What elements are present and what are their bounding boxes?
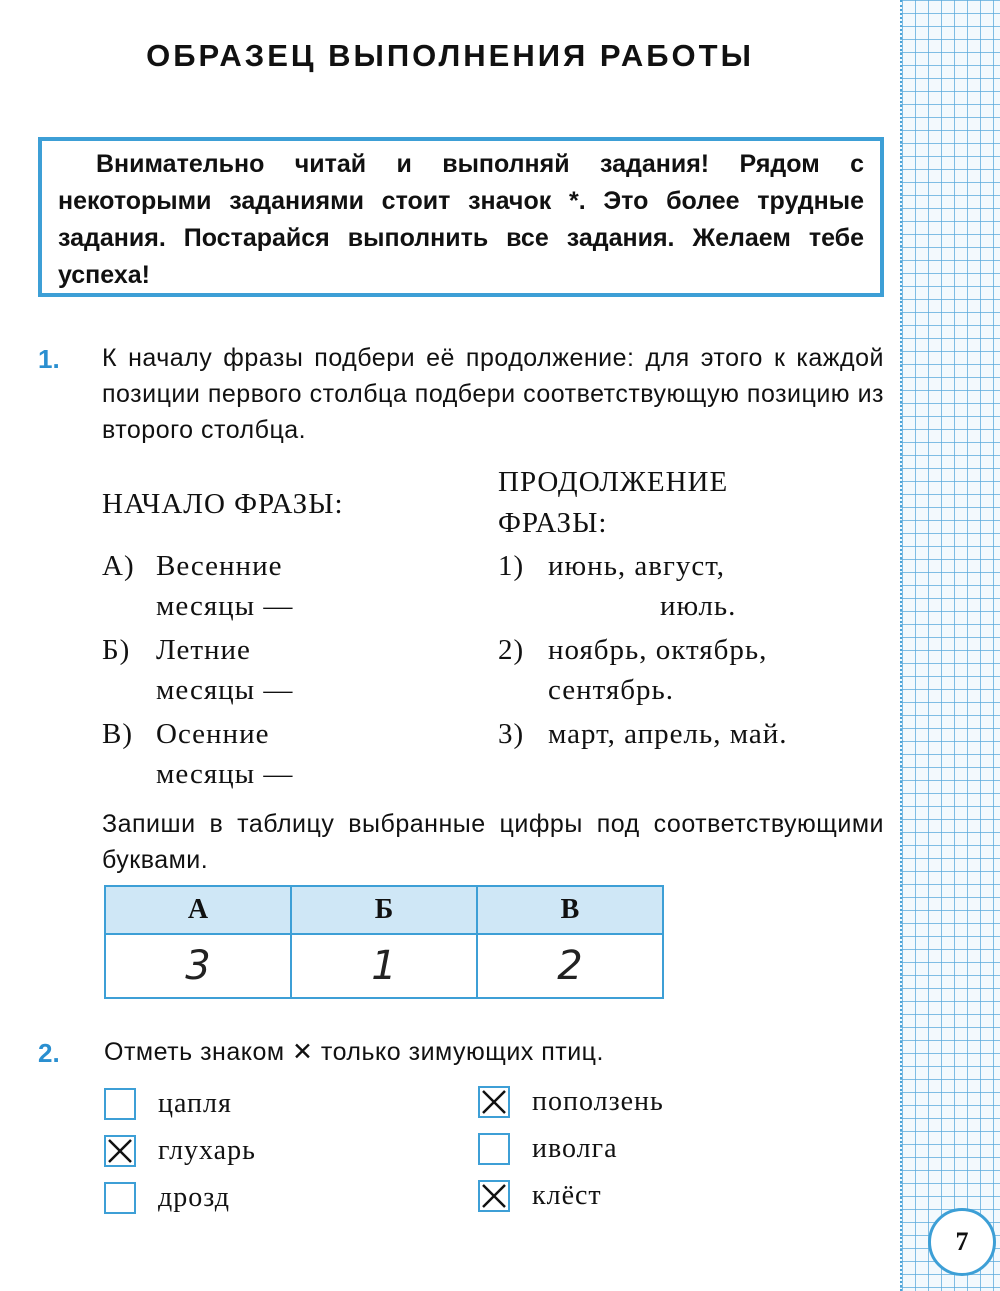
table-header-row [105, 886, 663, 934]
checkbox[interactable] [104, 1182, 136, 1214]
checkbox[interactable] [104, 1135, 136, 1167]
column-2-header-line2: ФРАЗЫ: [498, 507, 608, 539]
checkbox[interactable] [478, 1180, 510, 1212]
start-c-label: В) [102, 718, 133, 750]
start-a-line2: месяцы — [156, 590, 294, 622]
start-c-line2: месяцы — [156, 758, 294, 790]
page-title: ОБРАЗЕЦ ВЫПОЛНЕНИЯ РАБОТЫ [146, 38, 754, 73]
bird-label: цапля [158, 1088, 232, 1119]
page-number: 7 [928, 1208, 996, 1276]
graph-paper-margin [900, 0, 1000, 1291]
bird-label: дрозд [158, 1182, 231, 1213]
ending-1-line2: июль. [660, 590, 737, 622]
checkbox[interactable] [478, 1086, 510, 1118]
ending-1-label: 1) [498, 550, 525, 582]
start-a-label: А) [102, 550, 135, 582]
table-header-cell: Б [291, 886, 477, 934]
bird-label: поползень [532, 1086, 664, 1117]
cross-mark-icon [480, 1182, 508, 1210]
task-1-number: 1. [38, 344, 60, 374]
ending-2-label: 2) [498, 634, 525, 666]
bird-label: клёст [532, 1180, 602, 1211]
bird-option[interactable] [478, 1086, 664, 1118]
cross-mark-icon [106, 1137, 134, 1165]
table-header-cell: В [477, 886, 663, 934]
cross-mark-icon [480, 1088, 508, 1116]
checkbox[interactable] [104, 1088, 136, 1120]
start-b-line1: Летние [156, 634, 251, 666]
column-2-header-line1: ПРОДОЛЖЕНИЕ [498, 466, 729, 498]
ending-3-line1: март, апрель, май. [548, 718, 788, 750]
ending-2-line2: сентябрь. [548, 674, 674, 706]
bird-option[interactable] [104, 1135, 256, 1167]
bird-option[interactable] [478, 1133, 618, 1165]
ending-2-line1: ноябрь, октябрь, [548, 634, 768, 666]
table-answer-row [105, 934, 663, 998]
column-1-header: НАЧАЛО ФРАЗЫ: [102, 488, 344, 520]
task-2-text: Отметь знаком ✕ только зимующих птиц. [104, 1038, 604, 1066]
task-1-text: К началу фразы подбери её продолжение: для этого к каждой позиции первого столбца подбери соответствующую позицию из второго столбца. [102, 344, 884, 444]
bird-label: глухарь [158, 1135, 256, 1166]
bird-option[interactable] [104, 1182, 230, 1214]
task-2-number: 2. [38, 1038, 60, 1068]
start-b-line2: месяцы — [156, 674, 294, 706]
answer-cell[interactable]: 3 [105, 934, 291, 998]
ending-3-label: 3) [498, 718, 525, 750]
table-header-cell: А [105, 886, 291, 934]
checkbox[interactable] [478, 1133, 510, 1165]
answer-table [104, 885, 664, 999]
ending-1-line1: июнь, август, [548, 550, 726, 582]
bird-option[interactable] [104, 1088, 232, 1120]
answer-cell[interactable]: 1 [291, 934, 477, 998]
answer-cell[interactable]: 2 [477, 934, 663, 998]
table-instruction: Запиши в таблицу выбранные цифры под соответствующими буквами. [102, 810, 884, 874]
instructions-box [38, 137, 884, 297]
bird-label: иволга [532, 1133, 618, 1164]
bird-option[interactable] [478, 1180, 602, 1212]
start-c-line1: Осенние [156, 718, 270, 750]
start-a-line1: Весенние [156, 550, 283, 582]
instructions-text: Внимательно читай и выполняй задания! Рядом с некоторыми заданиями стоит значок *. Это более трудные задания. Постарайся выполнить все задания. Желаем тебе успеха! [58, 150, 864, 289]
start-b-label: Б) [102, 634, 131, 666]
